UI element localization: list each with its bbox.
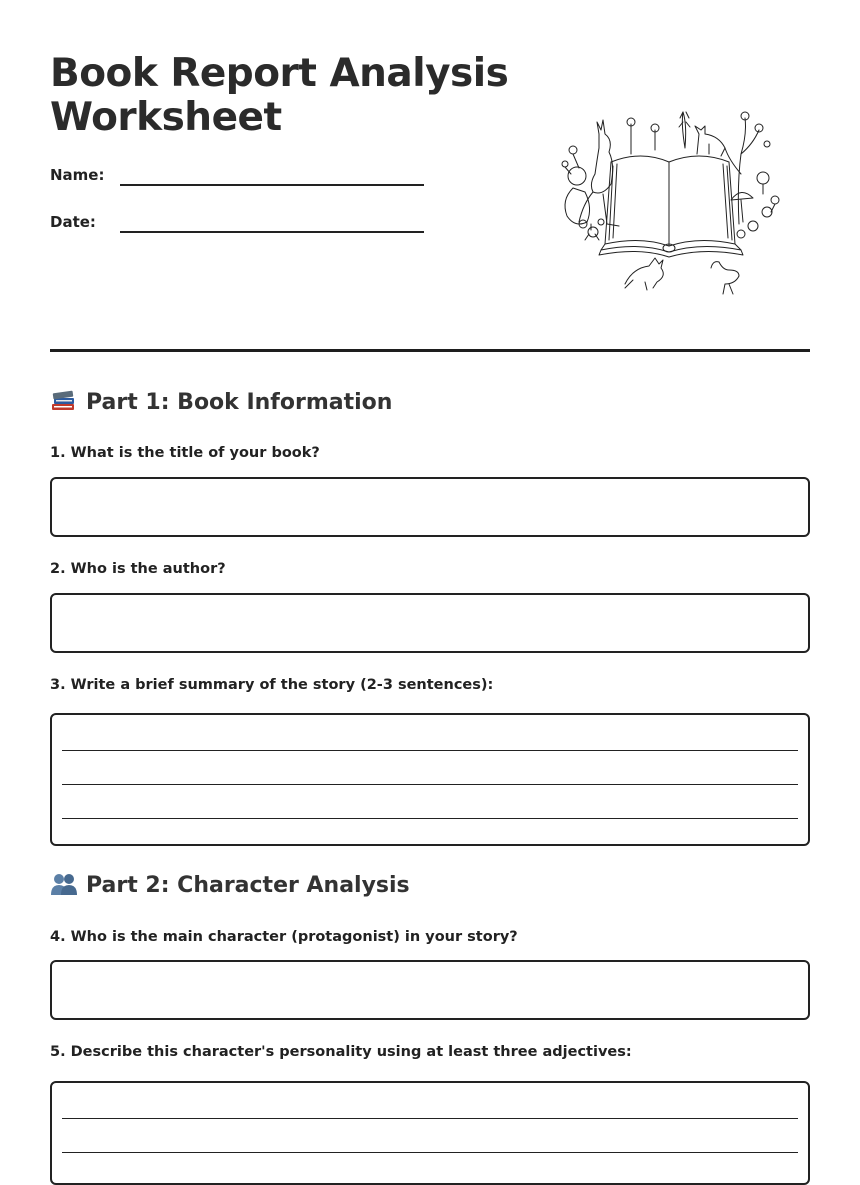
flowers-top-drawing <box>627 112 690 154</box>
section-divider <box>50 349 810 352</box>
author-answer-box[interactable] <box>50 593 810 653</box>
book-title-input[interactable] <box>52 479 808 535</box>
part2-heading-text: Part 2: Character Analysis <box>86 873 410 898</box>
writing-line <box>62 818 798 819</box>
writing-line <box>62 1118 798 1119</box>
name-input[interactable] <box>120 166 424 186</box>
writing-line <box>62 1152 798 1153</box>
books-icon <box>50 388 78 414</box>
date-field-row <box>50 213 420 237</box>
koala-drawing <box>565 167 590 224</box>
main-character-input[interactable] <box>52 962 808 1018</box>
book-title-answer-box[interactable] <box>50 477 810 537</box>
summary-answer-box[interactable] <box>50 713 810 846</box>
part1-heading <box>50 388 392 418</box>
part1-heading-text: Part 1: Book Information <box>86 390 393 415</box>
question-3: 3. Write a brief summary of the story (2-3 sentences): <box>50 677 494 693</box>
name-field-row <box>50 166 420 190</box>
book-illustration <box>553 104 785 299</box>
writing-line <box>62 750 798 751</box>
name-label: Name: <box>50 166 105 184</box>
open-book-drawing <box>599 156 743 257</box>
personality-answer-box[interactable] <box>50 1081 810 1185</box>
people-icon <box>50 871 78 897</box>
author-input[interactable] <box>52 595 808 651</box>
date-label: Date: <box>50 213 96 231</box>
emu-drawing <box>711 262 739 294</box>
small-kangaroo-drawing <box>625 258 663 290</box>
question-2: 2. Who is the author? <box>50 561 226 577</box>
part2-heading <box>50 871 410 901</box>
question-1: 1. What is the title of your book? <box>50 445 320 461</box>
writing-line <box>62 784 798 785</box>
question-4: 4. Who is the main character (protagonist) in your story? <box>50 929 518 945</box>
wallaby-drawing <box>695 126 725 156</box>
date-input[interactable] <box>120 213 424 233</box>
question-5: 5. Describe this character's personality using at least three adjectives: <box>50 1044 632 1060</box>
main-character-answer-box[interactable] <box>50 960 810 1020</box>
worksheet-title: Book Report Analysis Worksheet <box>50 51 509 140</box>
